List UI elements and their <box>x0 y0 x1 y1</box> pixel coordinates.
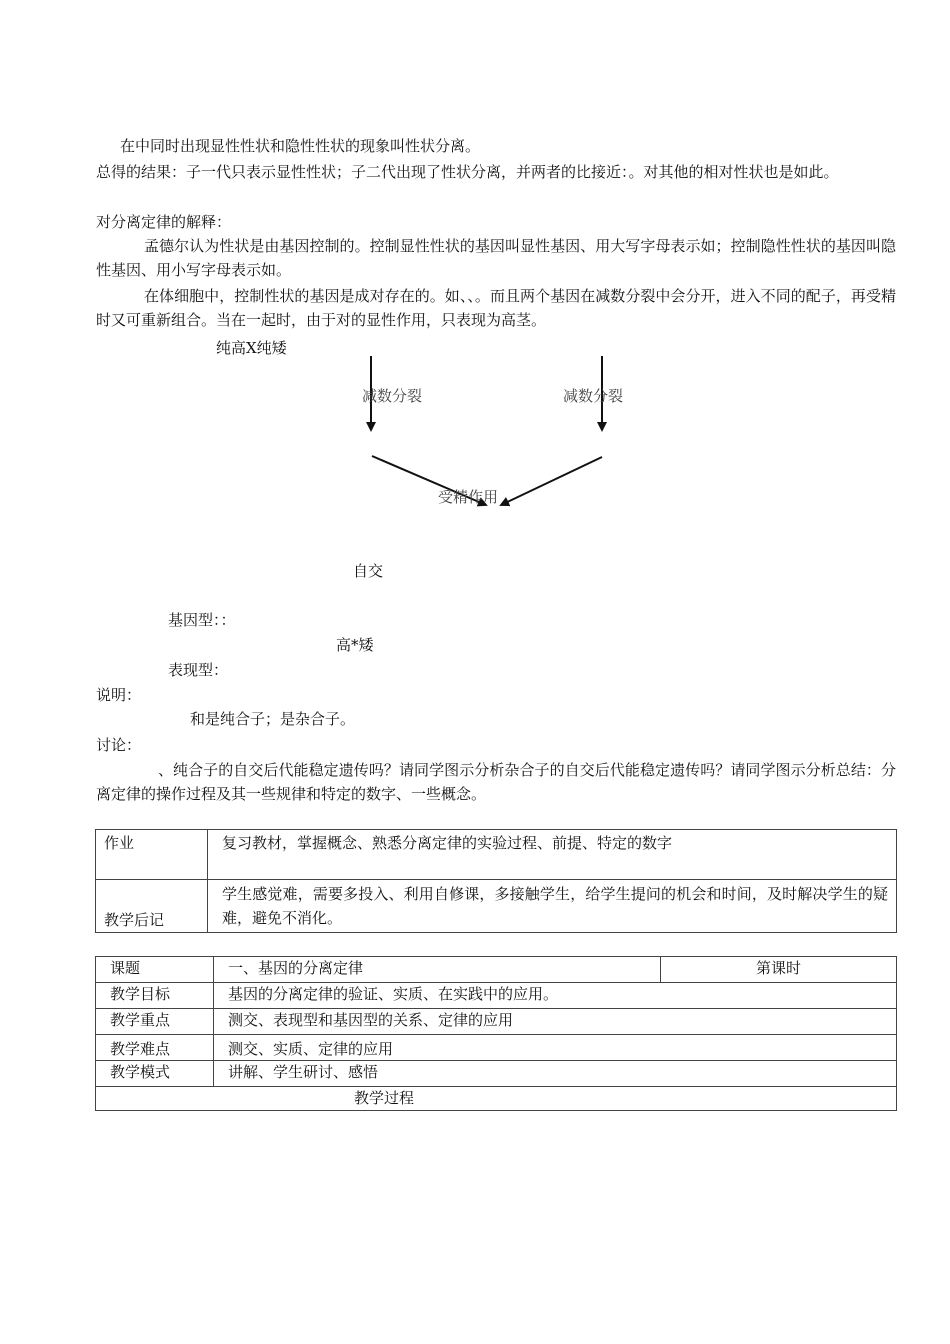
table-row <box>96 880 897 933</box>
ratio-label: 高*矮 <box>336 636 374 654</box>
meiosis-left-label: 减数分裂 <box>362 387 423 405</box>
homework-label: 作业 <box>96 830 208 880</box>
lesson-plan-table <box>95 956 897 1111</box>
cross-label: 纯高X纯矮 <box>216 339 287 357</box>
key-point-content: 测交、表现型和基因型的关系、定律的应用 <box>214 1009 897 1035</box>
mode-content: 讲解、学生研讨、感悟 <box>214 1061 897 1087</box>
para-mendel-genes: 孟德尔认为性状是由基因控制的。控制显性性状的基因叫显性基因、用大写字母表示如；控制隐性性状的基因叫隐性基因、用小写字母表示如。 <box>96 237 896 279</box>
homework-table <box>95 829 897 933</box>
para-overall-result: 总得的结果：子一代只表示显性性状；子二代出现了性状分离，并两者的比接近：。对其他的相对性状也是如此。 <box>96 163 839 181</box>
topic-label: 课题 <box>96 957 214 983</box>
fertilization-label: 受精作用 <box>438 488 499 506</box>
topic-value: 一、基因的分离定律 <box>214 957 661 983</box>
discuss-label: 讨论： <box>96 736 142 754</box>
meiosis-right-label: 减数分裂 <box>563 387 624 405</box>
table-row <box>96 1061 897 1087</box>
homework-content: 复习教材，掌握概念、熟悉分离定律的实验过程、前提、特定的数字 <box>208 830 897 880</box>
reflection-content: 学生感觉难，需要多投入、利用自修课，多接触学生，给学生提问的机会和时间，及时解决学生的疑难，避免不消化。 <box>208 880 897 933</box>
para-paired-genes: 在体细胞中，控制性状的基因是成对存在的。如、、。而且两个基因在减数分裂中会分开，进入不同的配子，再受精时又可重新组合。当在一起时，由于对的显性作用，只表现为高茎。 <box>96 287 896 329</box>
explain-text: 和是纯合子；是杂合子。 <box>190 710 356 728</box>
goal-content: 基因的分离定律的验证、实质、在实践中的应用。 <box>214 983 897 1009</box>
explain-label: 说明： <box>96 686 142 704</box>
discuss-text: 、纯合子的自交后代能稳定遗传吗？请同学图示分析杂合子的自交后代能稳定遗传吗？请同学图示分析总结：分离定律的操作过程及其一些规律和特定的数字、一些概念。 <box>96 761 896 803</box>
table-row <box>96 983 897 1009</box>
difficulty-label: 教学难点 <box>96 1035 214 1061</box>
table-row <box>96 1035 897 1061</box>
para-segregation-def: 在中同时出现显性性状和隐性性状的现象叫性状分离。 <box>120 137 481 155</box>
process-label: 教学过程 <box>96 1087 897 1111</box>
phenotype-label: 表现型： <box>168 661 229 679</box>
table-row <box>96 830 897 880</box>
genotype-label: 基因型：： <box>168 611 236 629</box>
table-row <box>96 1087 897 1111</box>
period-label: 第课时 <box>661 957 897 983</box>
selfing-label: 自交 <box>353 562 384 580</box>
table-row <box>96 957 897 983</box>
key-point-label: 教学重点 <box>96 1009 214 1035</box>
arrow-fertilization-right <box>501 457 602 505</box>
goal-label: 教学目标 <box>96 983 214 1009</box>
para-explanation-heading: 对分离定律的解释： <box>96 213 232 231</box>
mode-label: 教学模式 <box>96 1061 214 1087</box>
table-row <box>96 1009 897 1035</box>
difficulty-content: 测交、实质、定律的应用 <box>214 1035 897 1061</box>
reflection-label: 教学后记 <box>96 880 208 933</box>
